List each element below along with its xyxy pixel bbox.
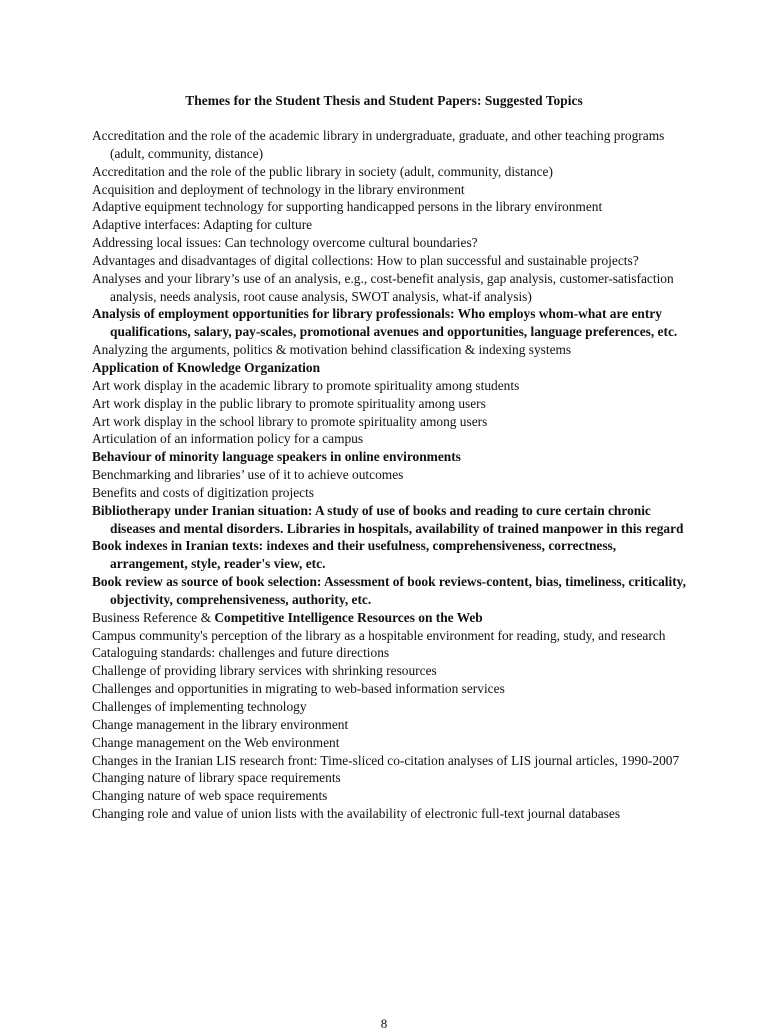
topic-item: Change management in the library environment — [92, 716, 349, 732]
topic-item: Accreditation and the role of the public library in society (adult, community, distance) — [92, 163, 553, 179]
topic-item: Change management on the Web environment — [92, 734, 340, 750]
topic-item: Challenges and opportunities in migrating to web-based information services — [92, 681, 505, 697]
topic-item: Book review as source of book selection: Assessment of book reviews-content, bias, timeliness, criticality, objectivity, comprehensiveness, authority, etc. — [92, 574, 686, 607]
topic-item: Acquisition and deployment of technology in the library environment — [92, 181, 465, 197]
topic-item: Art work display in the public library to promote spirituality among users — [92, 395, 486, 411]
topic-item: Cataloguing standards: challenges and future directions — [92, 645, 390, 661]
topic-item: Articulation of an information policy for a campus — [92, 431, 364, 447]
topic-item: Campus community's perception of the library as a hospitable environment for reading, study, and research — [92, 627, 666, 643]
topic-item: Analyses and your library’s use of an analysis, e.g., cost-benefit analysis, gap analysis, customer-satisfaction analysis, needs analysis, root cause analysis, SWOT analysis, what-if analysis) — [92, 270, 674, 304]
topic-item — [92, 609, 692, 627]
topic-item: Art work display in the school library to promote spirituality among users — [92, 413, 488, 429]
page-title: Themes for the Student Thesis and Student Papers: Suggested Topics — [185, 93, 583, 108]
page-number: 8 — [380, 1016, 388, 1031]
topic-item: Analysis of employment opportunities for library professionals: Who employs whom-what are entry qualifications, salary, pay-scales, promotional avenues and opportunities, language preferences, etc. — [92, 306, 678, 340]
topic-item: Advantages and disadvantages of digital collections: How to plan successful and sustainable projects? — [92, 252, 639, 268]
topic-item: Behaviour of minority language speakers in online environments — [92, 449, 461, 465]
topic-item: Book indexes in Iranian texts: indexes and their usefulness, comprehensiveness, correctness, arrangement, style, reader's view, etc. — [92, 538, 617, 572]
topic-item: Changing role and value of union lists with the availability of electronic full-text journal databases — [92, 806, 621, 822]
topic-item: Adaptive equipment technology for supporting handicapped persons in the library environment — [92, 199, 603, 215]
topic-bold-text: Competitive Intelligence Resources on the Web — [214, 609, 483, 625]
topic-item: Adaptive interfaces: Adapting for culture — [92, 217, 313, 233]
topic-item: Analyzing the arguments, politics & motivation behind classification & indexing systems — [92, 342, 572, 358]
topic-item: Challenge of providing library services with shrinking resources — [92, 663, 437, 679]
topic-item: Changes in the Iranian LIS research front: Time-sliced co-citation analyses of LIS journal articles, 1990-2007 — [92, 752, 680, 768]
topic-item: Changing nature of web space requirements — [92, 788, 328, 804]
topic-item: Challenges of implementing technology — [92, 699, 307, 714]
topic-item: Changing nature of library space requirements — [92, 770, 341, 786]
topic-item: Benefits and costs of digitization projects — [92, 484, 315, 500]
topic-item: Application of Knowledge Organization — [92, 359, 321, 375]
topic-list — [92, 127, 692, 823]
topic-item: Addressing local issues: Can technology overcome cultural boundaries? — [92, 235, 478, 251]
topic-item: Accreditation and the role of the academic library in undergraduate, graduate, and other teaching programs (adult, community, distance) — [92, 128, 665, 161]
topic-item: Art work display in the academic library to promote spirituality among students — [92, 377, 520, 393]
topic-item: Bibliotherapy under Iranian situation: A study of use of books and reading to cure certain chronic diseases and mental disorders. Libraries in hospitals, availability of trained manpower in this regard — [92, 502, 684, 536]
topic-item: Benchmarking and libraries’ use of it to achieve outcomes — [92, 467, 404, 483]
topic-text: Business Reference & — [92, 609, 215, 625]
